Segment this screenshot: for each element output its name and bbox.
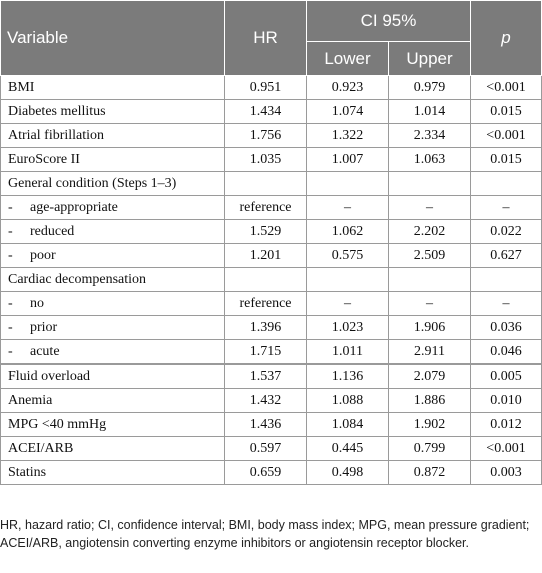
- table-row: [1, 172, 542, 196]
- cell-p: <0.001: [471, 437, 542, 461]
- row-label-text: no: [30, 295, 44, 311]
- cell-lower: 0.575: [307, 244, 389, 268]
- row-label: [1, 172, 225, 196]
- table-row: [1, 292, 542, 316]
- cell-hr: 1.756: [225, 124, 307, 148]
- cell-p: 0.046: [471, 340, 542, 365]
- row-label: [1, 340, 225, 365]
- row-label-text: ACEI/ARB: [8, 440, 74, 456]
- cell-p: [471, 268, 542, 292]
- table-body: [1, 76, 542, 485]
- row-label: [1, 196, 225, 220]
- cell-lower: –: [307, 292, 389, 316]
- cell-lower: 1.007: [307, 148, 389, 172]
- cell-p: 0.022: [471, 220, 542, 244]
- cell-p: 0.010: [471, 389, 542, 413]
- cell-upper: 0.872: [389, 461, 471, 485]
- cell-lower: [307, 268, 389, 292]
- row-label: [1, 292, 225, 316]
- row-label: [1, 124, 225, 148]
- cell-upper: 1.014: [389, 100, 471, 124]
- cell-upper: 2.202: [389, 220, 471, 244]
- row-label: [1, 148, 225, 172]
- cell-upper: 2.334: [389, 124, 471, 148]
- row-label: [1, 244, 225, 268]
- row-label: [1, 461, 225, 485]
- cell-lower: 0.445: [307, 437, 389, 461]
- row-label-text: Cardiac decompensation: [8, 271, 147, 287]
- cell-hr: [225, 268, 307, 292]
- cell-hr: reference: [225, 196, 307, 220]
- indent-marker: -: [8, 343, 13, 359]
- row-label-text: Atrial fibrillation: [8, 127, 105, 143]
- table-row: [1, 316, 542, 340]
- header-variable: Variable: [1, 1, 225, 76]
- cell-lower: 0.498: [307, 461, 389, 485]
- row-label: [1, 220, 225, 244]
- row-label-text: Anemia: [8, 392, 53, 408]
- table-row: [1, 196, 542, 220]
- table-row: [1, 148, 542, 172]
- row-label: [1, 389, 225, 413]
- row-label-text: Statins: [8, 464, 47, 480]
- cell-upper: 2.911: [389, 340, 471, 365]
- row-label-text: reduced: [30, 223, 75, 239]
- row-label: [1, 268, 225, 292]
- cell-lower: 1.136: [307, 364, 389, 389]
- cell-upper: 1.063: [389, 148, 471, 172]
- cell-lower: 1.088: [307, 389, 389, 413]
- indent-marker: -: [8, 199, 13, 215]
- row-label-text: BMI: [8, 79, 35, 95]
- cell-lower: 1.074: [307, 100, 389, 124]
- cell-hr: 1.537: [225, 364, 307, 389]
- cell-p: 0.012: [471, 413, 542, 437]
- cell-lower: 1.011: [307, 340, 389, 365]
- cell-lower: –: [307, 196, 389, 220]
- header-lower: Lower: [307, 42, 389, 76]
- row-label-text: EuroScore II: [8, 151, 80, 167]
- header-ci: CI 95%: [307, 1, 471, 42]
- cell-lower: 1.023: [307, 316, 389, 340]
- header-hr: HR: [225, 1, 307, 76]
- table-row: [1, 340, 542, 365]
- table-row: [1, 364, 542, 389]
- cell-upper: [389, 172, 471, 196]
- cell-p: <0.001: [471, 124, 542, 148]
- cell-upper: 0.799: [389, 437, 471, 461]
- table-row: [1, 461, 542, 485]
- cell-p: <0.001: [471, 76, 542, 100]
- cell-lower: [307, 172, 389, 196]
- table-footnote: HR, hazard ratio; CI, confidence interval; BMI, body mass index; MPG, mean pressure gradient; ACEI/ARB, angiotensin converting enzyme inhibitors or angiotensin receptor blocker.: [0, 518, 530, 550]
- row-label: [1, 316, 225, 340]
- row-label-text: age-appropriate: [30, 199, 118, 215]
- cell-upper: 2.509: [389, 244, 471, 268]
- table-row: [1, 389, 542, 413]
- cell-hr: 0.659: [225, 461, 307, 485]
- cell-p: 0.003: [471, 461, 542, 485]
- cell-hr: 1.436: [225, 413, 307, 437]
- row-label-text: Fluid overload: [8, 368, 91, 384]
- cell-upper: –: [389, 196, 471, 220]
- cell-hr: 1.715: [225, 340, 307, 365]
- indent-marker: -: [8, 247, 13, 263]
- cell-hr: 0.951: [225, 76, 307, 100]
- cell-hr: reference: [225, 292, 307, 316]
- cell-p: 0.036: [471, 316, 542, 340]
- cell-p: 0.015: [471, 100, 542, 124]
- cell-upper: 1.902: [389, 413, 471, 437]
- cell-lower: 1.062: [307, 220, 389, 244]
- header-upper: Upper: [389, 42, 471, 76]
- row-label-text: MPG <40 mmHg: [8, 416, 107, 432]
- cell-upper: 0.979: [389, 76, 471, 100]
- row-label: [1, 413, 225, 437]
- row-label-text: General condition (Steps 1–3): [8, 175, 177, 191]
- cell-hr: 1.432: [225, 389, 307, 413]
- row-label-text: Diabetes mellitus: [8, 103, 106, 119]
- row-label: [1, 437, 225, 461]
- cell-hr: 0.597: [225, 437, 307, 461]
- table-header: [1, 1, 542, 76]
- table-row: [1, 268, 542, 292]
- indent-marker: -: [8, 319, 13, 335]
- cell-hr: [225, 172, 307, 196]
- cell-hr: 1.035: [225, 148, 307, 172]
- row-label-text: poor: [30, 247, 56, 263]
- cell-hr: 1.396: [225, 316, 307, 340]
- table-row: [1, 220, 542, 244]
- cell-p: [471, 172, 542, 196]
- table-row: [1, 124, 542, 148]
- row-label-text: prior: [30, 319, 58, 335]
- cell-p: –: [471, 292, 542, 316]
- cell-p: 0.015: [471, 148, 542, 172]
- table-row: [1, 437, 542, 461]
- header-p: p: [471, 1, 542, 76]
- cell-lower: 0.923: [307, 76, 389, 100]
- row-label: [1, 364, 225, 389]
- table-row: [1, 76, 542, 100]
- table-row: [1, 413, 542, 437]
- cell-upper: [389, 268, 471, 292]
- cell-p: 0.005: [471, 364, 542, 389]
- cell-upper: 1.886: [389, 389, 471, 413]
- cell-lower: 1.322: [307, 124, 389, 148]
- row-label-text: acute: [30, 343, 60, 359]
- indent-marker: -: [8, 223, 13, 239]
- cell-p: 0.627: [471, 244, 542, 268]
- cell-p: –: [471, 196, 542, 220]
- cell-upper: 1.906: [389, 316, 471, 340]
- table-row: [1, 100, 542, 124]
- cell-upper: –: [389, 292, 471, 316]
- indent-marker: -: [8, 295, 13, 311]
- row-label: [1, 76, 225, 100]
- cell-upper: 2.079: [389, 364, 471, 389]
- cell-hr: 1.201: [225, 244, 307, 268]
- cell-hr: 1.529: [225, 220, 307, 244]
- cell-hr: 1.434: [225, 100, 307, 124]
- row-label: [1, 100, 225, 124]
- table-row: [1, 244, 542, 268]
- cell-lower: 1.084: [307, 413, 389, 437]
